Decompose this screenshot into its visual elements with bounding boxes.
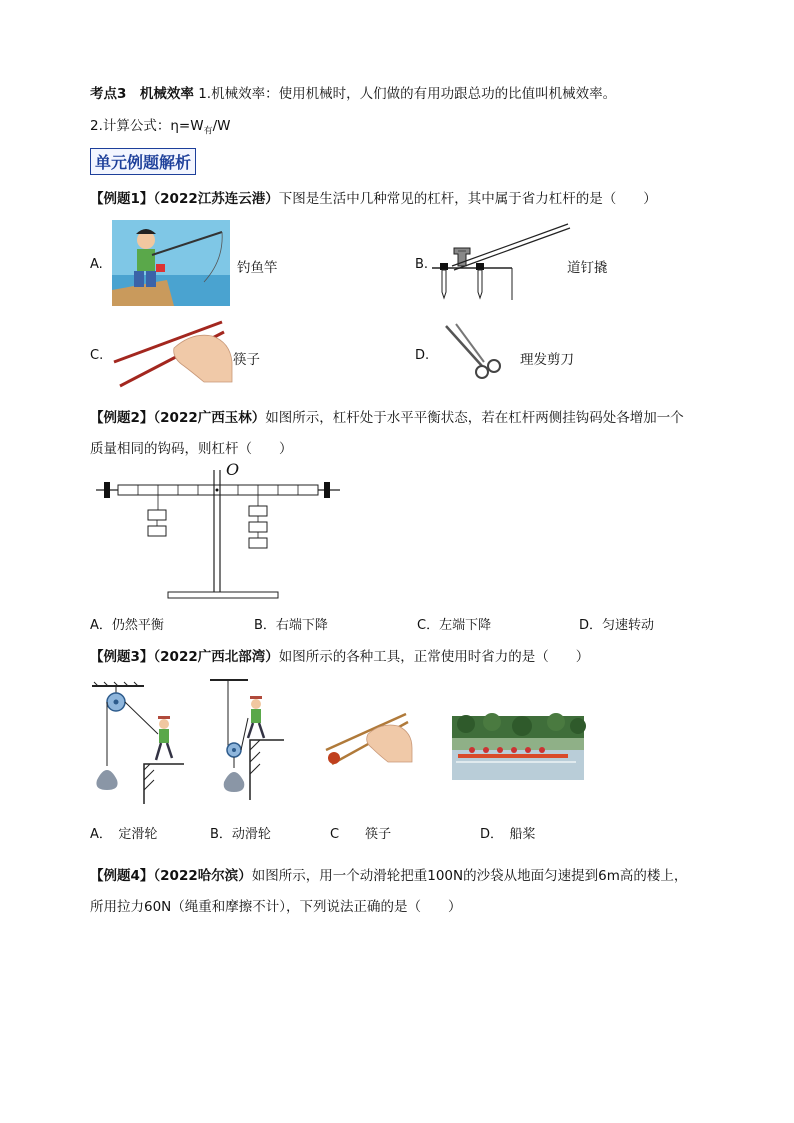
q1-option-c-label: 筷子 <box>233 352 260 368</box>
q3-text: 如图所示的各种工具，正常使用时省力的是（ ） <box>278 649 590 665</box>
fixed-pulley-image <box>92 680 184 810</box>
q3-stem <box>90 645 589 665</box>
pivot-label: O <box>226 460 240 479</box>
kaodian-line1 <box>90 82 616 102</box>
q1-source: （2022江苏连云港） <box>153 191 279 207</box>
formula-prefix: 2.计算公式：η=W <box>90 118 204 134</box>
q2-source: （2022广西玉林） <box>153 410 266 426</box>
q2-text2: 质量相同的钩码，则杠杆（ ） <box>90 441 293 457</box>
lever-balance-diagram <box>96 462 346 604</box>
section-title: 单元例题解析 <box>90 148 196 175</box>
q1-stem <box>90 187 657 207</box>
q1-option-d-label: 理发剪刀 <box>520 352 574 368</box>
q1-text: 下图是生活中几种常见的杠杆，其中属于省力杠杆的是（ ） <box>278 191 657 207</box>
chopsticks-image <box>112 318 234 390</box>
formula-suffix: /W <box>212 118 231 134</box>
q1-option-c-letter: C. <box>90 348 104 363</box>
kaodian-definition: 1.机械效率：使用机械时，人们做的有用功跟总功的比值叫机械效率。 <box>198 86 617 102</box>
q3-option-c: C 筷子 <box>330 827 392 842</box>
chopsticks-ball-image <box>322 710 412 770</box>
q1-option-b-label: 道钉撬 <box>567 260 608 276</box>
scissors-image <box>442 322 512 388</box>
q4-text2: 所用拉力60N（绳重和摩擦不计），下列说法正确的是（ ） <box>90 899 462 915</box>
kaodian-formula <box>90 114 231 137</box>
q2-option-c: C．左端下降 <box>417 618 492 633</box>
q1-option-a-letter: A. <box>90 257 103 272</box>
kaodian-title: 考点3 机械效率 <box>90 86 194 102</box>
q1-tag: 【例题1】 <box>90 191 154 207</box>
q1-option-d-letter: D. <box>415 348 430 363</box>
q2-text1: 如图所示，杠杆处于水平平衡状态，若在杠杆两侧挂钩码处各增加一个 <box>265 410 684 426</box>
q3-option-d: D． 船桨 <box>480 827 536 842</box>
fishing-rod-image <box>112 220 230 306</box>
q3-option-a: A． 定滑轮 <box>90 827 158 842</box>
q3-tag: 【例题3】 <box>90 649 154 665</box>
q4-tag: 【例题4】 <box>90 868 154 884</box>
q4-text1: 如图所示，用一个动滑轮把重100N的沙袋从地面匀速提到6m高的楼上， <box>251 868 688 884</box>
q1-option-a-label: 钓鱼竿 <box>237 260 278 276</box>
q2-stem-line1 <box>90 406 684 426</box>
formula-subscript: 有 <box>203 126 213 137</box>
spike-lever-image <box>432 222 572 302</box>
q1-option-b-letter: B. <box>415 257 429 272</box>
q2-option-a: A．仍然平衡 <box>90 618 164 633</box>
rowing-boat-image <box>452 716 584 780</box>
q2-option-b: B．右端下降 <box>254 618 328 633</box>
q3-option-b: B．动滑轮 <box>210 827 271 842</box>
movable-pulley-image <box>208 676 288 806</box>
q4-stem-line1 <box>90 864 687 884</box>
q2-tag: 【例题2】 <box>90 410 154 426</box>
q3-source: （2022广西北部湾） <box>153 649 279 665</box>
q2-option-d: D．匀速转动 <box>579 618 655 633</box>
q4-source: （2022哈尔滨） <box>153 868 252 884</box>
